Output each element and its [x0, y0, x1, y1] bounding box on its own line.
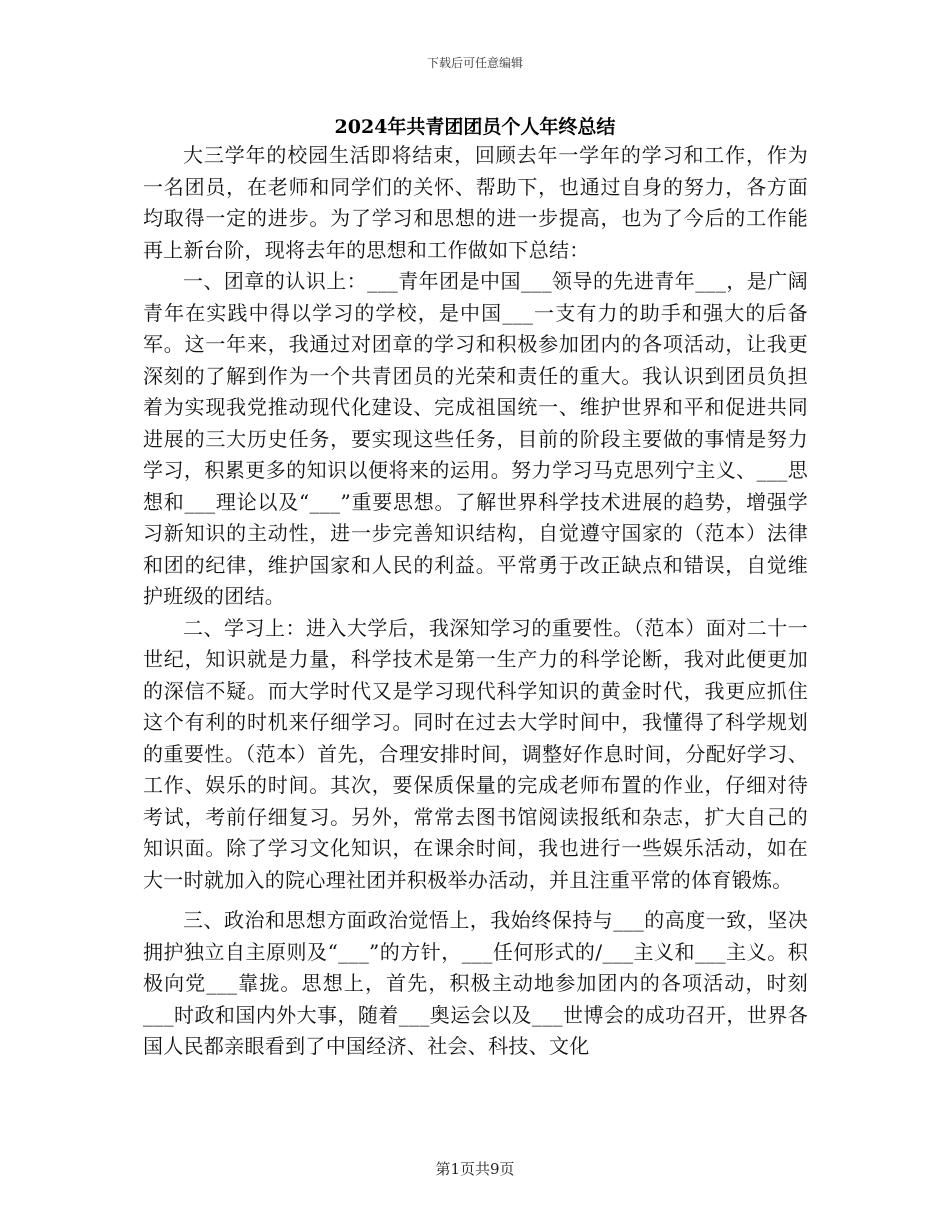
page-number: 第1页共9页: [435, 1160, 515, 1178]
document-title: 2024年共青团团员个人年终总结: [334, 116, 616, 138]
paragraph-section-1: 一、团章的认识上：___青年团是中国___领导的先进青年___，是广阔青年在实践中得以学习的学校，是中国___一支有力的助手和强大的后备军。这一年来，我通过对团章的学习和积极参加团内的各项活动，让我更深刻的了解到作为一个共青团员的光荣和责任的重大。我认识到团员负担着为实现我党推动现代化建设、完成祖国统一、维护世界和平和促进共同进展的三大历史任务，要实现这些任务，目前的阶段主要做的事情是努力学习，积累更多的知识以便将来的运用。努力学习马克思列宁主义、___思想和___理论以及“___”重要思想。了解世界科学技术进展的趋势，增强学习新知识的主动性，进一步完善知识结构，自觉遵守国家的（范本）法律和团的纪律，维护国家和人民的利益。平常勇于改正缺点和错误，自觉维护班级的团结。: [143, 269, 808, 608]
page-header-note: 下载后可任意编辑: [426, 56, 523, 70]
paragraph-section-3: 三、政治和思想方面政治觉悟上，我始终保持与___的高度一致，坚决拥护独立自主原则及“___”的方针，___任何形式的/___主义和___主义。积极向党___靠拢。思想上，首先，积极主动地参加团内的各项活动，时刻___时政和国内外大事，随着___奥运会以及___世博会的成功召开，世界各国人民都亲眼看到了中国经济、社会、科技、文化: [143, 908, 808, 1058]
paragraph-section-2: 二、学习上：进入大学后，我深知学习的重要性。（范本）面对二十一世纪，知识就是力量，科学技术是第一生产力的科学论断，我对此便更加的深信不疑。而大学时代又是学习现代科学知识的黄金时代，我更应抓住这个有利的时机来仔细学习。同时在过去大学时间中，我懂得了科学规划的重要性。（范本）首先，合理安排时间，调整好作息时间，分配好学习、工作、娱乐的时间。其次，要保质保量的完成老师布置的作业，仔细对待考试，考前仔细复习。另外，常常去图书馆阅读报纸和杂志，扩大自己的知识面。除了学习文化知识，在课余时间，我也进行一些娱乐活动，如在大一时就加入的院心理社团并积极举办活动，并且注重平常的体育锻炼。: [143, 615, 808, 892]
document-body: [143, 140, 808, 1063]
paragraph-intro: 大三学年的校园生活即将结束，回顾去年一学年的学习和工作，作为一名团员，在老师和同学们的关怀、帮助下，也通过自身的努力，各方面均取得一定的进步。为了学习和思想的进一步提高，也为了今后的工作能再上新台阶，现将去年的思想和工作做如下总结：: [143, 143, 808, 262]
